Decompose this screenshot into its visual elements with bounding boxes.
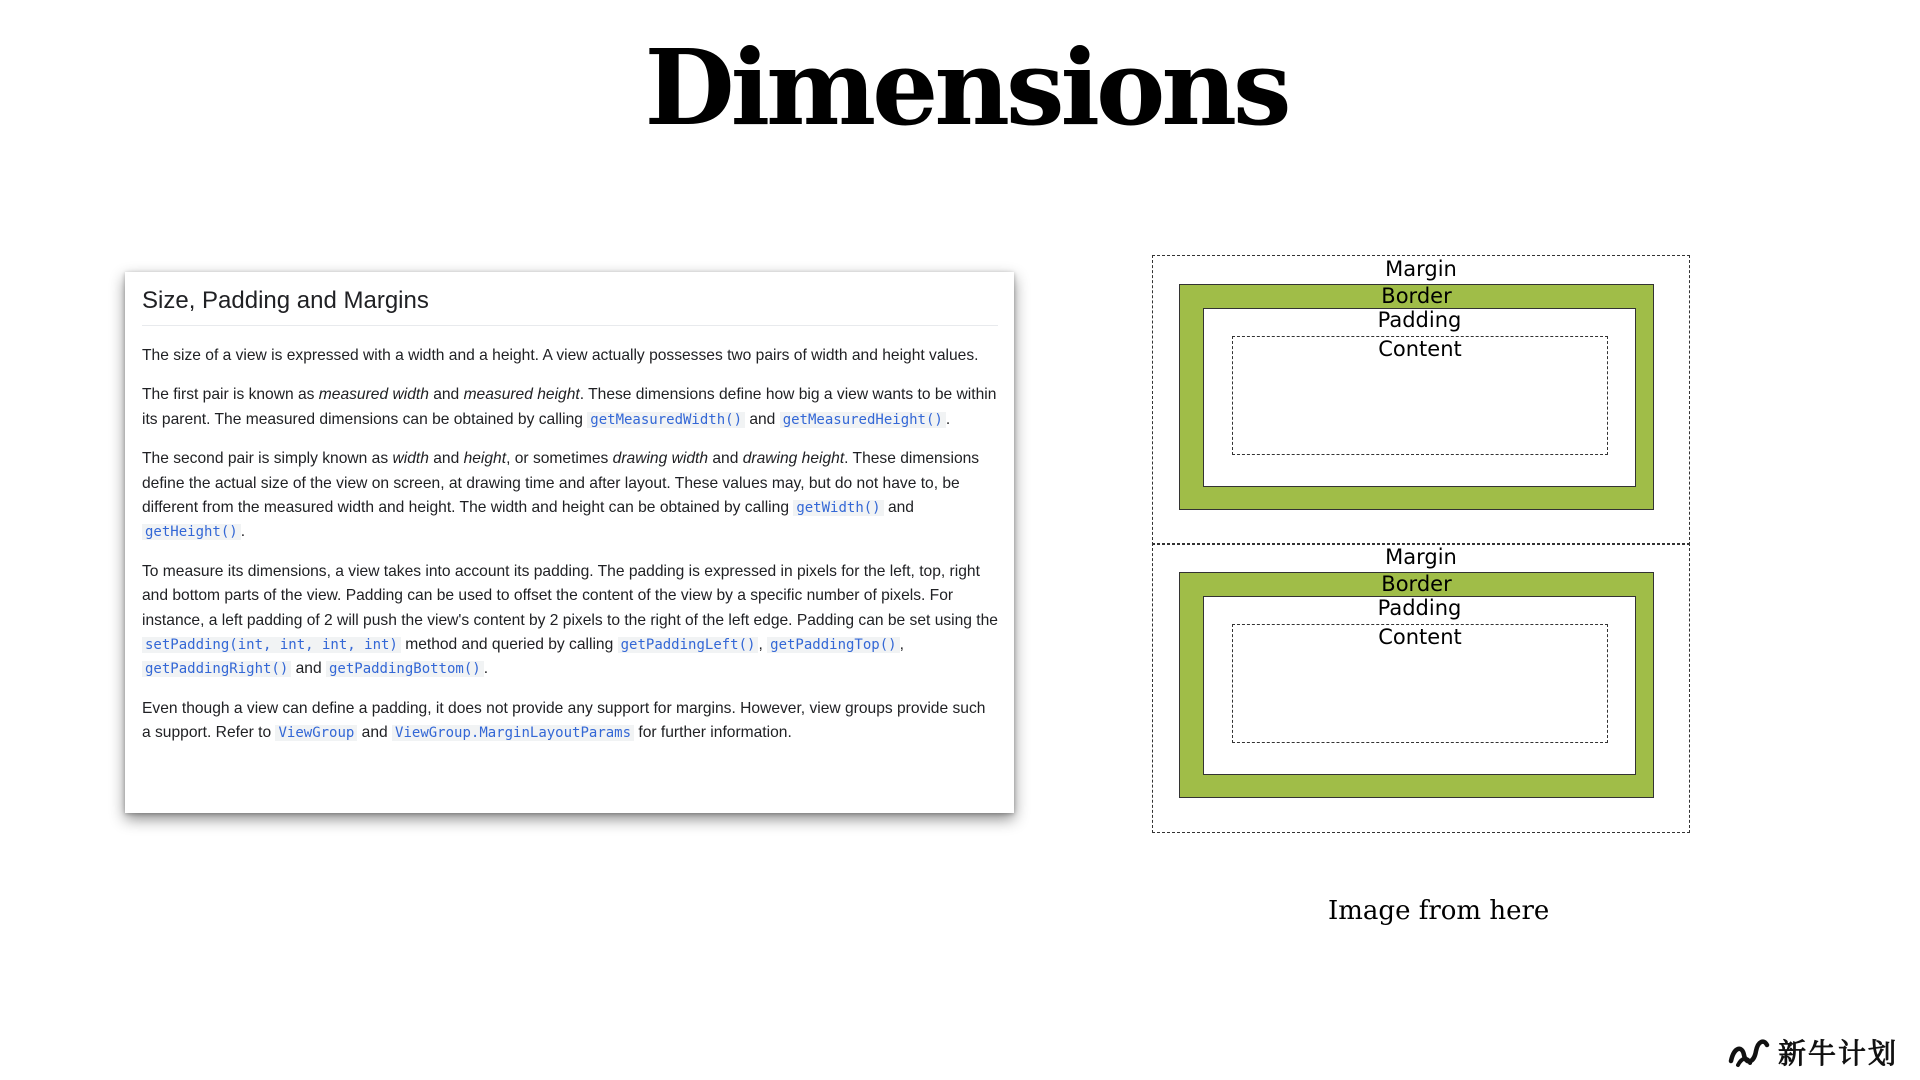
emphasis-height: height bbox=[463, 450, 507, 468]
padding-label: Padding bbox=[1377, 596, 1462, 620]
documentation-excerpt bbox=[125, 272, 1014, 813]
code-link-get-padding-top[interactable]: getPaddingTop() bbox=[767, 637, 899, 653]
text-span: . These dimensions define the actual size of the view on screen, at drawing time and after layout. These values may, but do not have to, be different from the measured width and height. The width and height can be obtained by calling bbox=[142, 450, 980, 517]
text-span: and bbox=[428, 386, 464, 404]
emphasis-width: width bbox=[392, 450, 429, 468]
code-link-set-padding[interactable]: setPadding(int, int, int, int) bbox=[142, 637, 401, 653]
text-span: and bbox=[745, 410, 780, 428]
content-box bbox=[1232, 336, 1608, 455]
text-span: for further information. bbox=[634, 724, 792, 742]
doc-paragraph-drawing bbox=[142, 447, 998, 545]
border-box bbox=[1179, 572, 1654, 798]
emphasis-measured-height: measured height bbox=[463, 386, 580, 404]
code-link-get-width[interactable]: getWidth() bbox=[793, 500, 883, 516]
slide-title: Dimensions bbox=[644, 26, 1288, 149]
margin-box-top bbox=[1152, 255, 1690, 545]
text-span: and bbox=[357, 724, 393, 742]
code-link-get-padding-bottom[interactable]: getPaddingBottom() bbox=[326, 661, 484, 677]
text-span: The second pair is simply known as bbox=[142, 450, 393, 468]
margin-label: Margin bbox=[1385, 545, 1457, 569]
text-span: To measure its dimensions, a view takes into account its padding. The padding is expressed in pixels for the left, top, right and bottom parts of the view. Padding can be used to offset the content of the view by a specific number of pixels. For instance, a left padding of 2 will push the view's content by 2 pixels to the right of the left edge. Padding can be set using the bbox=[142, 562, 998, 629]
border-label: Border bbox=[1381, 572, 1452, 596]
text-span: and bbox=[883, 499, 914, 517]
brand-name: 新牛计划 bbox=[1778, 1037, 1899, 1070]
brand-logo bbox=[1728, 1032, 1898, 1072]
text-span: Even though a view can define a padding, it does not provide any support for margins. However, view groups provide such a support. Refer to bbox=[142, 699, 986, 742]
box-model-diagram bbox=[1152, 255, 1692, 833]
text-span: and bbox=[428, 450, 464, 468]
code-link-get-height[interactable]: getHeight() bbox=[142, 524, 241, 540]
margin-label: Margin bbox=[1385, 257, 1457, 281]
image-source-caption: Image from here bbox=[1328, 896, 1550, 926]
text-span: . bbox=[483, 660, 489, 678]
code-link-get-padding-right[interactable]: getPaddingRight() bbox=[142, 661, 291, 677]
text-span: . These dimensions define how big a view wants to be within its parent. The measured dimensions can be obtained by calling bbox=[142, 386, 997, 428]
code-link-get-measured-width[interactable]: getMeasuredWidth() bbox=[587, 412, 745, 428]
code-link-get-padding-left[interactable]: getPaddingLeft() bbox=[618, 637, 759, 653]
emphasis-measured-width: measured width bbox=[318, 386, 429, 404]
text-span: method and queried by calling bbox=[400, 636, 618, 654]
text-span: , bbox=[758, 636, 768, 654]
text-span: , or sometimes bbox=[506, 450, 613, 468]
code-link-viewgroup[interactable]: ViewGroup bbox=[275, 725, 357, 741]
text-span: . bbox=[240, 523, 246, 541]
padding-label: Padding bbox=[1377, 308, 1462, 332]
text-span: The first pair is known as bbox=[142, 386, 319, 404]
emphasis-drawing-width: drawing width bbox=[612, 450, 709, 468]
content-label: Content bbox=[1378, 337, 1462, 361]
doc-paragraph-size: The size of a view is expressed with a width and a height. A view actually possesses two pairs of width and height values. bbox=[142, 347, 979, 364]
doc-paragraph-padding bbox=[142, 560, 998, 682]
doc-body bbox=[142, 344, 998, 746]
padding-box bbox=[1203, 596, 1636, 775]
text-span: . bbox=[945, 410, 951, 428]
emphasis-drawing-height: drawing height bbox=[742, 450, 845, 468]
text-span: , bbox=[899, 636, 904, 654]
doc-paragraph-margins bbox=[142, 697, 998, 746]
code-link-get-measured-height[interactable]: getMeasuredHeight() bbox=[780, 412, 946, 428]
text-span: and bbox=[708, 450, 743, 468]
brand-swirl-icon bbox=[1728, 1035, 1770, 1069]
doc-paragraph-measured bbox=[142, 383, 998, 432]
content-label: Content bbox=[1378, 625, 1462, 649]
doc-heading: Size, Padding and Margins bbox=[142, 286, 998, 326]
padding-box bbox=[1203, 308, 1636, 487]
text-span: and bbox=[291, 660, 326, 678]
border-box bbox=[1179, 284, 1654, 510]
content-box bbox=[1232, 624, 1608, 743]
border-label: Border bbox=[1381, 284, 1452, 308]
margin-box-bottom bbox=[1152, 543, 1690, 833]
code-link-margin-layout-params[interactable]: ViewGroup.MarginLayoutParams bbox=[392, 725, 634, 741]
